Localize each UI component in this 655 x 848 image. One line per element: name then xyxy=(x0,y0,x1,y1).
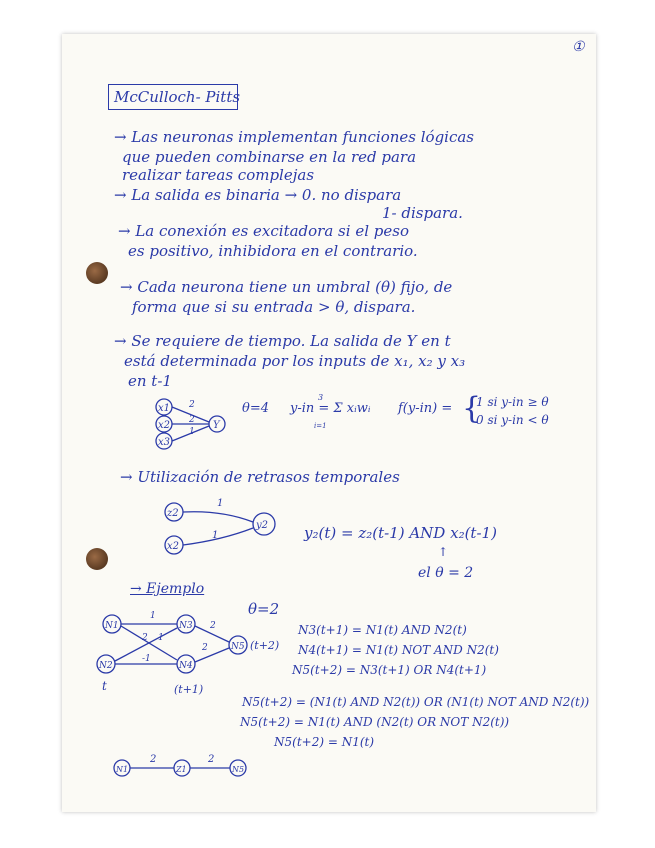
ex-node-n3: N3 xyxy=(179,621,193,631)
d2-equation: y₂(t) = z₂(t-1) AND x₂(t-1) xyxy=(304,524,497,542)
notebook-page xyxy=(62,34,596,812)
d2-node-z2: z2 xyxy=(167,508,179,519)
d2-node-x2: x2 xyxy=(167,541,180,552)
d1-case-2: 0 si y-in < θ xyxy=(476,413,549,427)
d1-yin: y-in = Σ xᵢwᵢ xyxy=(290,401,371,416)
delays-title: → Utilización de retrasos temporales xyxy=(120,468,400,486)
chain-node-3: N5 xyxy=(232,765,245,774)
d1-node-x1: x1 xyxy=(158,403,171,414)
ex-node-n2: N2 xyxy=(99,661,113,671)
d1-weight-3: 1 xyxy=(189,427,195,437)
bullet-1-line-3: realizar tareas complejas xyxy=(122,166,315,184)
d1-sum-top: 3 xyxy=(318,393,324,402)
chain-diagram xyxy=(62,34,596,812)
bullet-5-line-1: → Se requiere de tiempo. La salida de Y en t xyxy=(114,332,451,350)
bullet-3-line-1: → La conexión es excitadora si el peso xyxy=(118,222,409,240)
bullet-3-line-2: es positivo, inhibidora en el contrario. xyxy=(128,242,418,260)
ex-node-n1: N1 xyxy=(105,621,119,631)
bullet-1-line-2: que pueden combinarse en la red para xyxy=(122,148,417,166)
bullet-4-line-2: forma que si su entrada > θ, dispara. xyxy=(132,298,416,316)
chain-node-1: N1 xyxy=(116,765,129,774)
ex-eq-4: N5(t+2) = (N1(t) AND N2(t)) OR (N1(t) NOT AND N2(t)) xyxy=(242,695,590,709)
ex-node-n5: N5 xyxy=(231,642,245,652)
ex-weight-3: 1 xyxy=(158,633,164,643)
d1-sum-bottom: i=1 xyxy=(314,422,327,430)
ex-weight-5: 2 xyxy=(210,621,216,631)
ex-weight-6: 2 xyxy=(202,643,208,653)
ex-weight-2: 2 xyxy=(142,633,148,643)
ex-eq-2: N4(t+1) = N1(t) NOT AND N2(t) xyxy=(298,643,499,657)
ex-eq-1: N3(t+1) = N1(t) AND N2(t) xyxy=(298,623,467,637)
bullet-2-line-1: → La salida es binaria → 0. no dispara xyxy=(114,186,402,204)
ex-eq-6: N5(t+2) = N1(t) xyxy=(274,735,375,749)
example-label: → Ejemplo xyxy=(130,581,205,597)
ex-node-n4: N4 xyxy=(179,661,193,671)
page-title: McCulloch- Pitts xyxy=(114,88,241,106)
bullet-5-line-2: está determinada por los inputs de x₁, x₂ y x₃ xyxy=(124,352,466,370)
ex-t1-label: (t+1) xyxy=(174,683,204,696)
bullet-2-line-2: 1- dispara. xyxy=(382,204,463,222)
d2-weight-2: 1 xyxy=(212,530,219,541)
ex-eq-3: N5(t+2) = N3(t+1) OR N4(t+1) xyxy=(292,663,487,677)
chain-node-2: Z1 xyxy=(176,765,187,774)
d2-weight-1: 1 xyxy=(217,498,224,509)
chain-weight-1: 2 xyxy=(150,754,157,765)
d1-weight-1: 2 xyxy=(189,400,195,410)
d1-weight-2: 2 xyxy=(189,415,195,425)
d2-arrow: ↑ xyxy=(438,545,449,559)
ex-eq-5: N5(t+2) = N1(t) AND (N2(t) OR NOT N2(t)) xyxy=(240,715,510,729)
d1-node-x3: x3 xyxy=(158,437,171,448)
d1-theta: θ=4 xyxy=(242,401,269,416)
d1-brace: { xyxy=(462,391,482,426)
bullet-5-line-3: en t-1 xyxy=(128,372,172,390)
ex-t2-label: (t+2) xyxy=(250,639,280,652)
page-number: ① xyxy=(572,39,585,55)
d1-node-y: Y xyxy=(213,420,220,431)
d1-f: f(y-in) = xyxy=(398,401,453,416)
bullet-4-line-1: → Cada neurona tiene un umbral (θ) fijo, de xyxy=(120,278,453,296)
ex-weight-4: -1 xyxy=(142,654,151,664)
example-theta: θ=2 xyxy=(248,600,280,618)
d2-theta: el θ = 2 xyxy=(418,565,474,581)
ex-t-label: t xyxy=(102,679,107,693)
ex-weight-1: 1 xyxy=(150,611,156,621)
bullet-1-line-1: → Las neuronas implementan funciones lógicas xyxy=(114,128,475,146)
chain-weight-2: 2 xyxy=(208,754,215,765)
d2-node-y2: y2 xyxy=(256,520,269,531)
d1-node-x2: x2 xyxy=(158,420,171,431)
d1-case-1: 1 si y-in ≥ θ xyxy=(476,395,549,409)
